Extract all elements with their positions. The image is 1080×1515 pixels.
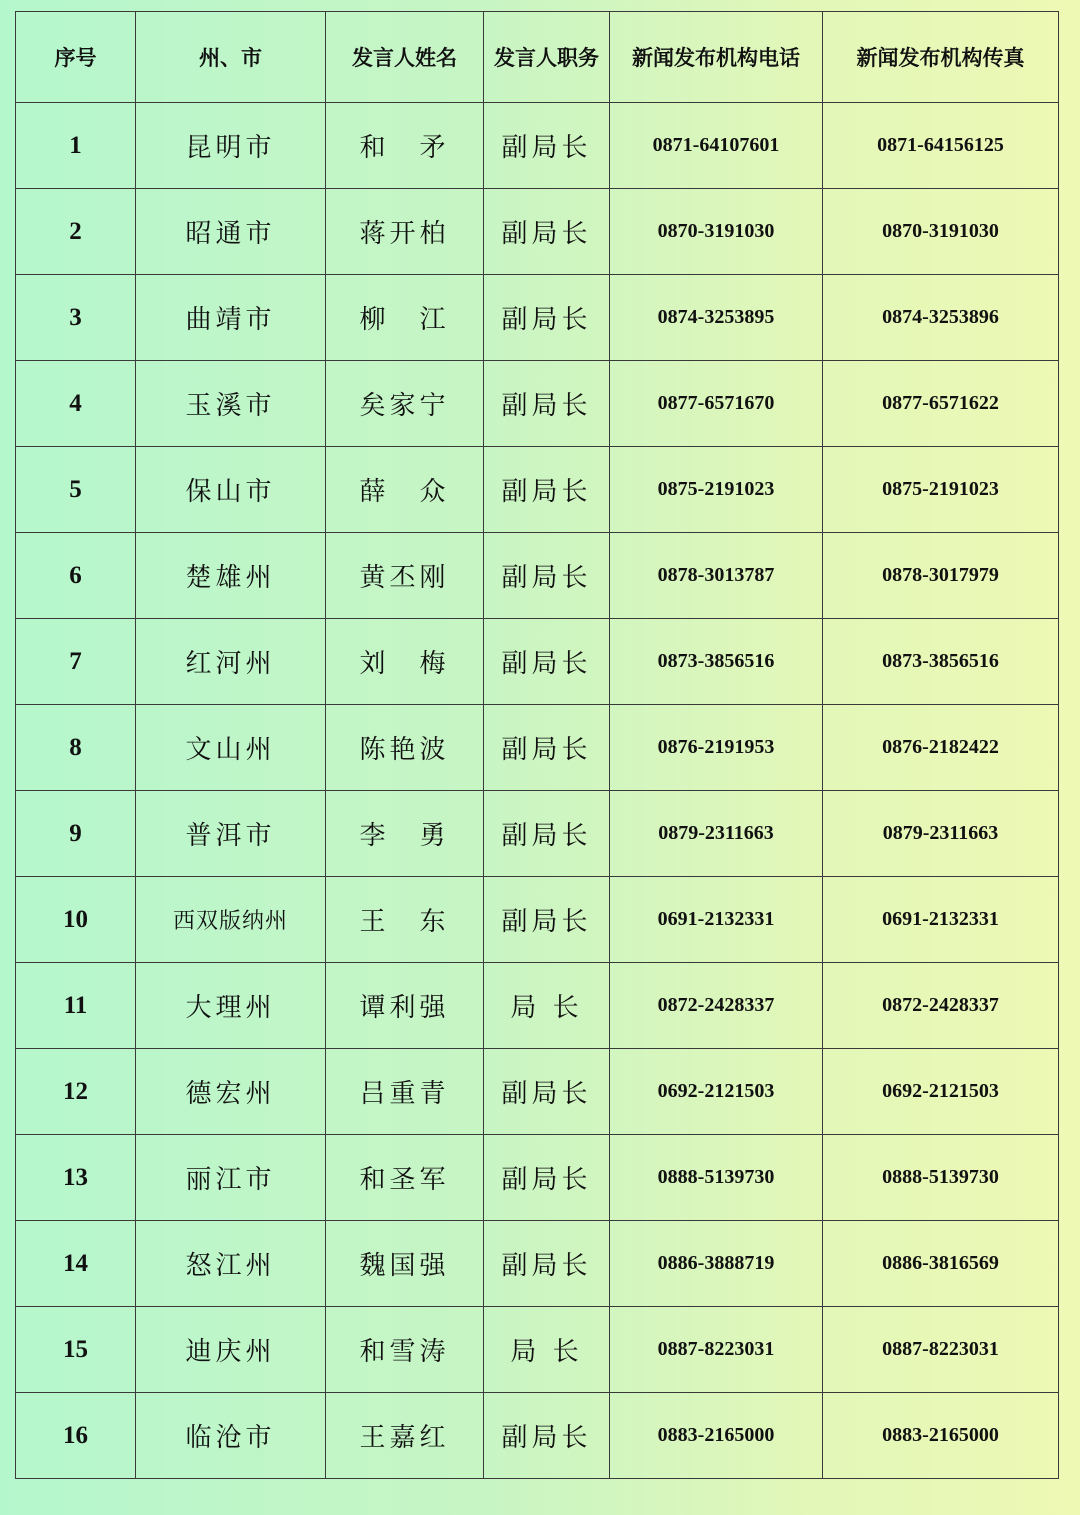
header-phone: 新闻发布机构电话: [610, 12, 823, 103]
cell-city: 迪庆州: [136, 1307, 326, 1393]
cell-city: 文山州: [136, 705, 326, 791]
table-row: [16, 619, 1059, 705]
header-title: 发言人职务: [484, 12, 610, 103]
cell-phone: 0874-3253895: [610, 275, 823, 361]
cell-phone: 0878-3013787: [610, 533, 823, 619]
cell-phone: 0883-2165000: [610, 1393, 823, 1479]
cell-phone: 0871-64107601: [610, 103, 823, 189]
cell-spokesperson-title: 副局长: [484, 275, 610, 361]
cell-fax: 0878-3017979: [823, 533, 1059, 619]
cell-phone: 0870-3191030: [610, 189, 823, 275]
cell-spokesperson-name: 薛 众: [326, 447, 484, 533]
table-row: [16, 1393, 1059, 1479]
table-row: [16, 877, 1059, 963]
cell-spokesperson-name: 和圣军: [326, 1135, 484, 1221]
cell-city: 昆明市: [136, 103, 326, 189]
cell-city: 丽江市: [136, 1135, 326, 1221]
cell-fax: 0872-2428337: [823, 963, 1059, 1049]
table-row: [16, 533, 1059, 619]
table-row: [16, 1049, 1059, 1135]
cell-spokesperson-title: 副局长: [484, 1049, 610, 1135]
cell-fax: 0691-2132331: [823, 877, 1059, 963]
cell-city: 大理州: [136, 963, 326, 1049]
cell-fax: 0887-8223031: [823, 1307, 1059, 1393]
cell-index: 12: [16, 1049, 136, 1135]
cell-fax: 0873-3856516: [823, 619, 1059, 705]
cell-city: 红河州: [136, 619, 326, 705]
header-name: 发言人姓名: [326, 12, 484, 103]
table-row: [16, 361, 1059, 447]
table-row: [16, 189, 1059, 275]
cell-spokesperson-title: 副局长: [484, 361, 610, 447]
cell-city: 曲靖市: [136, 275, 326, 361]
cell-index: 10: [16, 877, 136, 963]
cell-phone: 0692-2121503: [610, 1049, 823, 1135]
spokesperson-table: [15, 11, 1059, 1479]
cell-spokesperson-title: 副局长: [484, 1221, 610, 1307]
cell-spokesperson-name: 和 矛: [326, 103, 484, 189]
cell-spokesperson-name: 李 勇: [326, 791, 484, 877]
cell-spokesperson-title: 副局长: [484, 619, 610, 705]
cell-spokesperson-name: 和雪涛: [326, 1307, 484, 1393]
cell-city: 怒江州: [136, 1221, 326, 1307]
header-city: 州、市: [136, 12, 326, 103]
header-index: 序号: [16, 12, 136, 103]
cell-spokesperson-name: 刘 梅: [326, 619, 484, 705]
cell-phone: 0887-8223031: [610, 1307, 823, 1393]
cell-spokesperson-title: 副局长: [484, 1135, 610, 1221]
cell-fax: 0870-3191030: [823, 189, 1059, 275]
cell-spokesperson-name: 吕重青: [326, 1049, 484, 1135]
cell-phone: 0691-2132331: [610, 877, 823, 963]
cell-spokesperson-title: 副局长: [484, 447, 610, 533]
cell-fax: 0871-64156125: [823, 103, 1059, 189]
cell-fax: 0876-2182422: [823, 705, 1059, 791]
cell-phone: 0876-2191953: [610, 705, 823, 791]
cell-fax: 0877-6571622: [823, 361, 1059, 447]
cell-spokesperson-name: 王嘉红: [326, 1393, 484, 1479]
cell-spokesperson-title: 副局长: [484, 791, 610, 877]
table-row: [16, 963, 1059, 1049]
spokesperson-table-container: [15, 11, 1058, 1500]
cell-spokesperson-title: 副局长: [484, 533, 610, 619]
cell-fax: 0888-5139730: [823, 1135, 1059, 1221]
cell-index: 3: [16, 275, 136, 361]
cell-spokesperson-title: 副局长: [484, 103, 610, 189]
cell-city: 玉溪市: [136, 361, 326, 447]
cell-phone: 0872-2428337: [610, 963, 823, 1049]
cell-spokesperson-title: 副局长: [484, 189, 610, 275]
cell-spokesperson-name: 陈艳波: [326, 705, 484, 791]
cell-fax: 0879-2311663: [823, 791, 1059, 877]
cell-index: 4: [16, 361, 136, 447]
cell-phone: 0877-6571670: [610, 361, 823, 447]
table-row: [16, 103, 1059, 189]
cell-fax: 0874-3253896: [823, 275, 1059, 361]
cell-index: 11: [16, 963, 136, 1049]
cell-spokesperson-name: 黄丕刚: [326, 533, 484, 619]
cell-fax: 0883-2165000: [823, 1393, 1059, 1479]
cell-fax: 0692-2121503: [823, 1049, 1059, 1135]
cell-city: 昭通市: [136, 189, 326, 275]
cell-index: 16: [16, 1393, 136, 1479]
cell-spokesperson-title: 副局长: [484, 1393, 610, 1479]
table-row: [16, 705, 1059, 791]
cell-city: 楚雄州: [136, 533, 326, 619]
cell-phone: 0873-3856516: [610, 619, 823, 705]
table-row: [16, 447, 1059, 533]
cell-city: 西双版纳州: [136, 877, 326, 963]
cell-phone: 0879-2311663: [610, 791, 823, 877]
cell-spokesperson-name: 矣家宁: [326, 361, 484, 447]
cell-city: 临沧市: [136, 1393, 326, 1479]
cell-index: 8: [16, 705, 136, 791]
table-body: [16, 103, 1059, 1479]
cell-index: 9: [16, 791, 136, 877]
cell-city: 保山市: [136, 447, 326, 533]
cell-spokesperson-title: 局 长: [484, 963, 610, 1049]
table-row: [16, 1135, 1059, 1221]
cell-spokesperson-name: 谭利强: [326, 963, 484, 1049]
cell-index: 6: [16, 533, 136, 619]
cell-fax: 0875-2191023: [823, 447, 1059, 533]
table-row: [16, 791, 1059, 877]
cell-index: 7: [16, 619, 136, 705]
cell-spokesperson-name: 蒋开柏: [326, 189, 484, 275]
table-header-row: [16, 12, 1059, 103]
cell-index: 2: [16, 189, 136, 275]
cell-phone: 0886-3888719: [610, 1221, 823, 1307]
table-row: [16, 1307, 1059, 1393]
cell-spokesperson-title: 副局长: [484, 705, 610, 791]
cell-spokesperson-title: 副局长: [484, 877, 610, 963]
cell-phone: 0875-2191023: [610, 447, 823, 533]
cell-index: 5: [16, 447, 136, 533]
cell-index: 1: [16, 103, 136, 189]
cell-city: 普洱市: [136, 791, 326, 877]
cell-spokesperson-name: 魏国强: [326, 1221, 484, 1307]
cell-spokesperson-title: 局 长: [484, 1307, 610, 1393]
cell-city: 德宏州: [136, 1049, 326, 1135]
cell-spokesperson-name: 王 东: [326, 877, 484, 963]
cell-index: 14: [16, 1221, 136, 1307]
cell-index: 13: [16, 1135, 136, 1221]
cell-spokesperson-name: 柳 江: [326, 275, 484, 361]
header-fax: 新闻发布机构传真: [823, 12, 1059, 103]
cell-phone: 0888-5139730: [610, 1135, 823, 1221]
table-row: [16, 275, 1059, 361]
cell-index: 15: [16, 1307, 136, 1393]
table-row: [16, 1221, 1059, 1307]
cell-fax: 0886-3816569: [823, 1221, 1059, 1307]
